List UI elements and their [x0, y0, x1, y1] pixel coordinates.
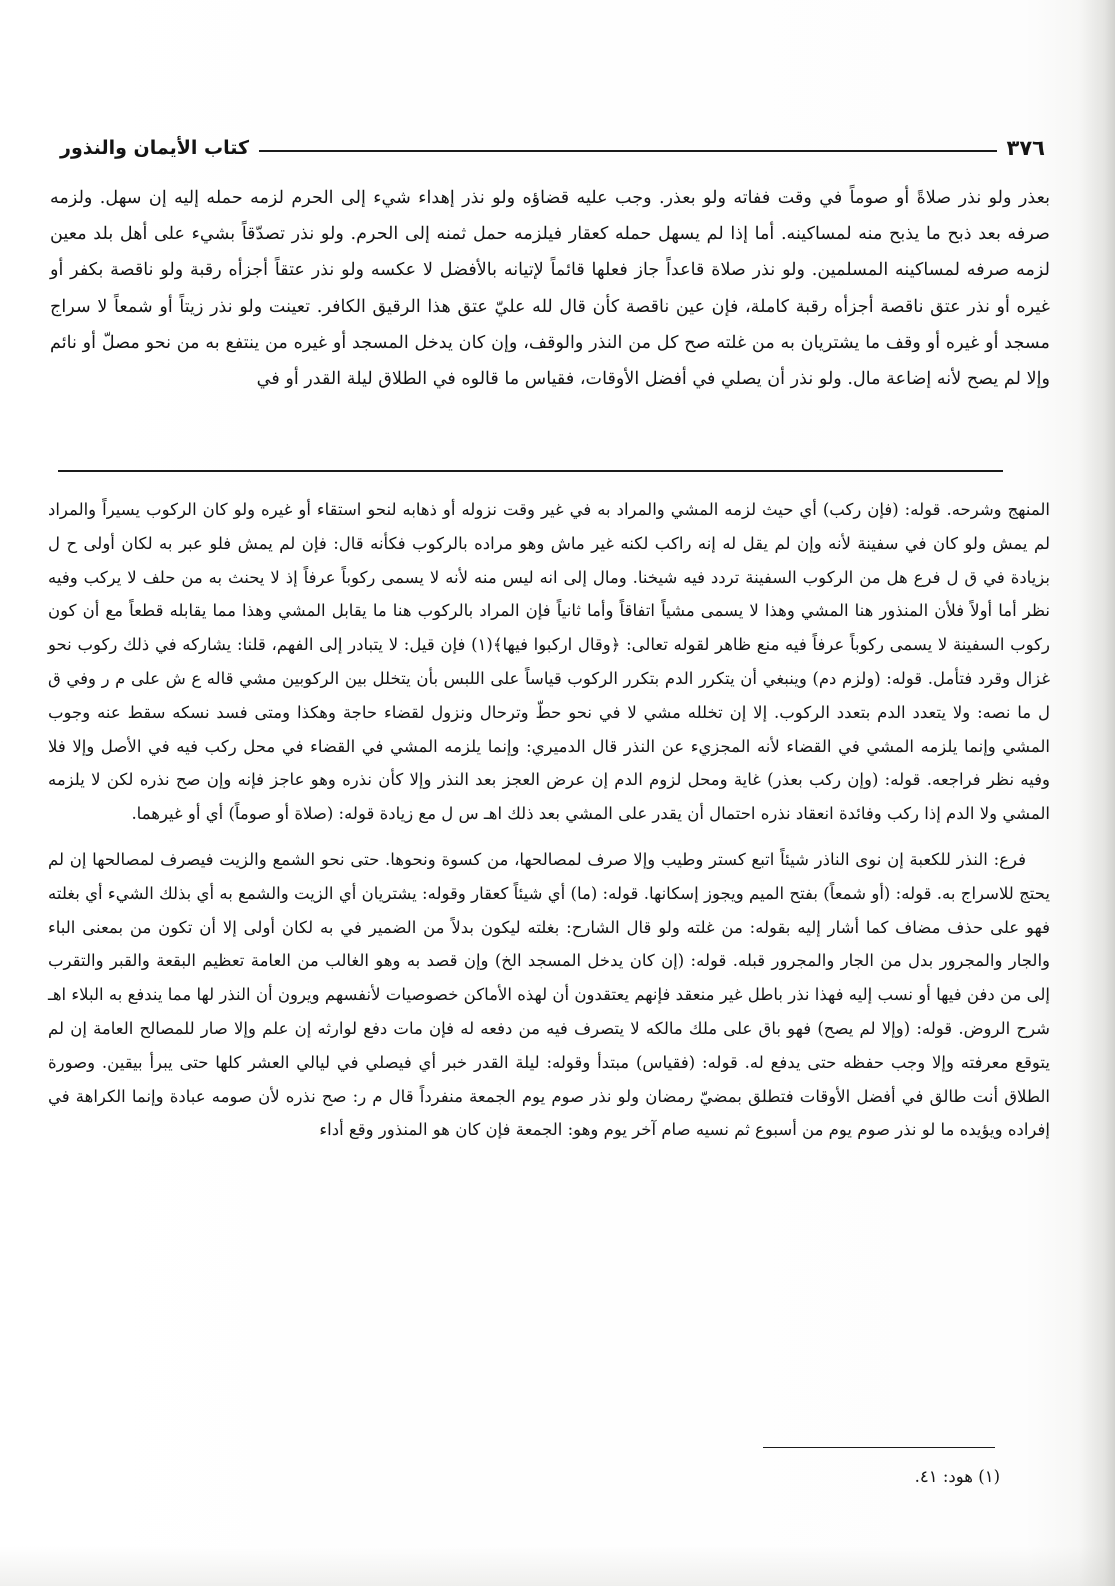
main-text-block — [50, 180, 1050, 397]
footnote-rule — [763, 1447, 995, 1448]
footnote: (١) هود: ٤١. — [914, 1467, 1000, 1486]
book-title: كتاب الأيمان والنذور — [60, 137, 250, 159]
commentary-paragraph-1: المنهج وشرحه. قوله: (فإن ركب) أي حيث لزمه المشي والمراد به في غير وقت نزوله أو ذهابه لنحو استقاء أو غيره ولو كان الركوب يسيراً والمراد لم يمش ولو كان في سفينة لأنه وإن لم يقل له إنه راكب لكنه غير ماش وهو مراده بالركوب فكأنه قال: فإن لم يمش فلو عبر به لكان أولى ح ل بزيادة في ق ل فرع هل من الركوب السفينة تردد فيه شيخنا. ومال إلى انه ليس منه لأنه لا يسمى ركوباً عرفاً إذ لا يحنث به من حلف لا يركب وفيه نظر أما أولاً فلأن المنذور هنا المشي وهذا لا يسمى مشياً اتفاقاً وأما ثانياً فإن المراد بالركوب هنا ما يقابل المشي وهذا مما يقابله قطعاً مع أن كون ركوب السفينة لا يسمى ركوباً عرفاً فيه منع ظاهر لقوله تعالى: ﴿وقال اركبوا فيها﴾(١) فإن قيل: لا يتبادر إلى الفهم، قلنا: يشاركه في ذلك ركوب نحو غزال وقرد فتأمل. قوله: (ولزم دم) وينبغي أن يتكرر الدم بتكرر الركوب قياساً على اللبس بأن يتخلل بين الركوبين مشي قاله ع ش على م ر وفي ق ل ما نصه: ولا يتعدد الدم بتعدد الركوب. إلا إن تخلله مشي لا في نحو حطّ وترحال ونزول لقضاء حاجة وهكذا ومتى فسد نسكه سقط عنه وجوب المشي وإنما يلزمه المشي في القضاء لأنه المجزيء عن النذر قال الدميري: وإنما يلزمه المشي في القضاء في محل ركب فيه في الأصل وإلا فلا وفيه نظر فراجعه. قوله: (وإن ركب بعذر) غاية ومحل لزوم الدم إن عرض العجز بعد النذر وإلا كأن نذره وهو عاجز فإنه وإن صح نذره لكن لا يلزمه المشي ولا الدم إذا ركب وفائدة انعقاد نذره احتمال أن يقدر على المشي بعد ذلك اهـ س ل مع زيادة قوله: (صلاة أو صوماً) أي أو غيرهما. — [48, 500, 1051, 824]
commentary-paragraph-2: فرع: النذر للكعبة إن نوى الناذر شيئاً اتبع كستر وطيب وإلا صرف لمصالحها، من كسوة ونحوها. حتى نحو الشمع والزيت فيصرف لمصالحها إن لم يحتج للاسراج به. قوله: (أو شمعاً) بفتح الميم ويجوز إسكانها. قوله: (ما) أي شيئاً كعقار وقوله: يشتريان أي الزيت والشمع به أي بذلك الشيء أي بغلته فهو على حذف مضاف كما أشار إليه بقوله: من غلته ولو قال الشارح: بغلته ليكون بدلاً من الضمير في به لكان أولى إلا أن تكون من بمعنى الباء والجار والمجرور بدل من الجار والمجرور قبله. قوله: (إن كان يدخل المسجد الخ) وإن قصد به وهو الغالب من العامة تعظيم البقعة والقبر والتقرب إلى من دفن فيها أو نسب إليه فهذا نذر باطل غير منعقد فإنهم يعتقدون أن لهذه الأماكن خصوصيات لأنفسهم ويرون أن النذر لها مما يندفع به البلاء اهـ شرح الروض. قوله: (وإلا لم يصح) فهو باق على ملك مالكه لا يتصرف فيه من دفعه له فإن مات دفع لوارثه إن علم وإلا صار للمصالح العامة إن لم يتوقع معرفته وإلا وجب حفظه حتى يدفع له. قوله: (فقياس) مبتدأ وقوله: ليلة القدر خبر أي فيصلي في ليالي العشر كلها حتى يبرأ بيقين. وصورة الطلاق أنت طالق في أفضل الأوقات فتطلق بمضيّ رمضان ولو نذر صوم يوم الجمعة منفرداً قال م ر: صح نذره لأن صومه عبادة وإنما الكراهة في إفراده ويؤيده ما لو نذر صوم يوم من أسبوع ثم نسيه صام آخر يوم وهو: الجمعة فإن كان هو المنذور وقع أداء — [48, 849, 1050, 1140]
scan-edge-shadow — [1079, 0, 1115, 1586]
commentary-block — [48, 493, 1050, 1147]
section-divider — [58, 470, 1003, 472]
page-number: ٣٧٦ — [1006, 136, 1045, 160]
header-rule — [259, 150, 996, 152]
scan-bottom-shadow — [0, 1546, 1115, 1586]
main-text-paragraph: بعذر ولو نذر صلاةً أو صوماً في وقت ففاته ولو بعذر. وجب عليه قضاؤه ولو نذر إهداء شيء إلى الحرم لزمه حمله إليه إن سهل. ولزمه صرفه بعد ذبح ما يذبح منه لمساكينه. أما إذا لم يسهل حمله كعقار فيلزمه حمل ثمنه إلى الحرم. ولو نذر تصدّقاً بشيء على أهل بلد معين لزمه صرفه لمساكينه المسلمين. ولو نذر صلاة قاعداً جاز فعلها قائماً لإتيانه بالأفضل لا عكسه ولو نذر عتقاً أجزأه رقبة ولو ناقصة بكفر أو غيره أو نذر عتق ناقصة أجزأه رقبة كاملة، فإن عين ناقصة كأن قال لله عليّ عتق هذا الرقيق الكافر. تعينت ولو نذر زيتاً أو شمعاً لا سراج مسجد أو غيره أو وقف ما يشتريان به من غلته صح كل من النذر والوقف، وإن كان يدخل المسجد أو غيره من ينتفع به من نحو مصلّ أو نائم وإلا لم يصح لأنه إضاعة مال. ولو نذر أن يصلي في أفضل الأوقات، فقياس ما قالوه في الطلاق ليلة القدر أو في — [50, 188, 1050, 390]
running-header — [60, 130, 1045, 166]
